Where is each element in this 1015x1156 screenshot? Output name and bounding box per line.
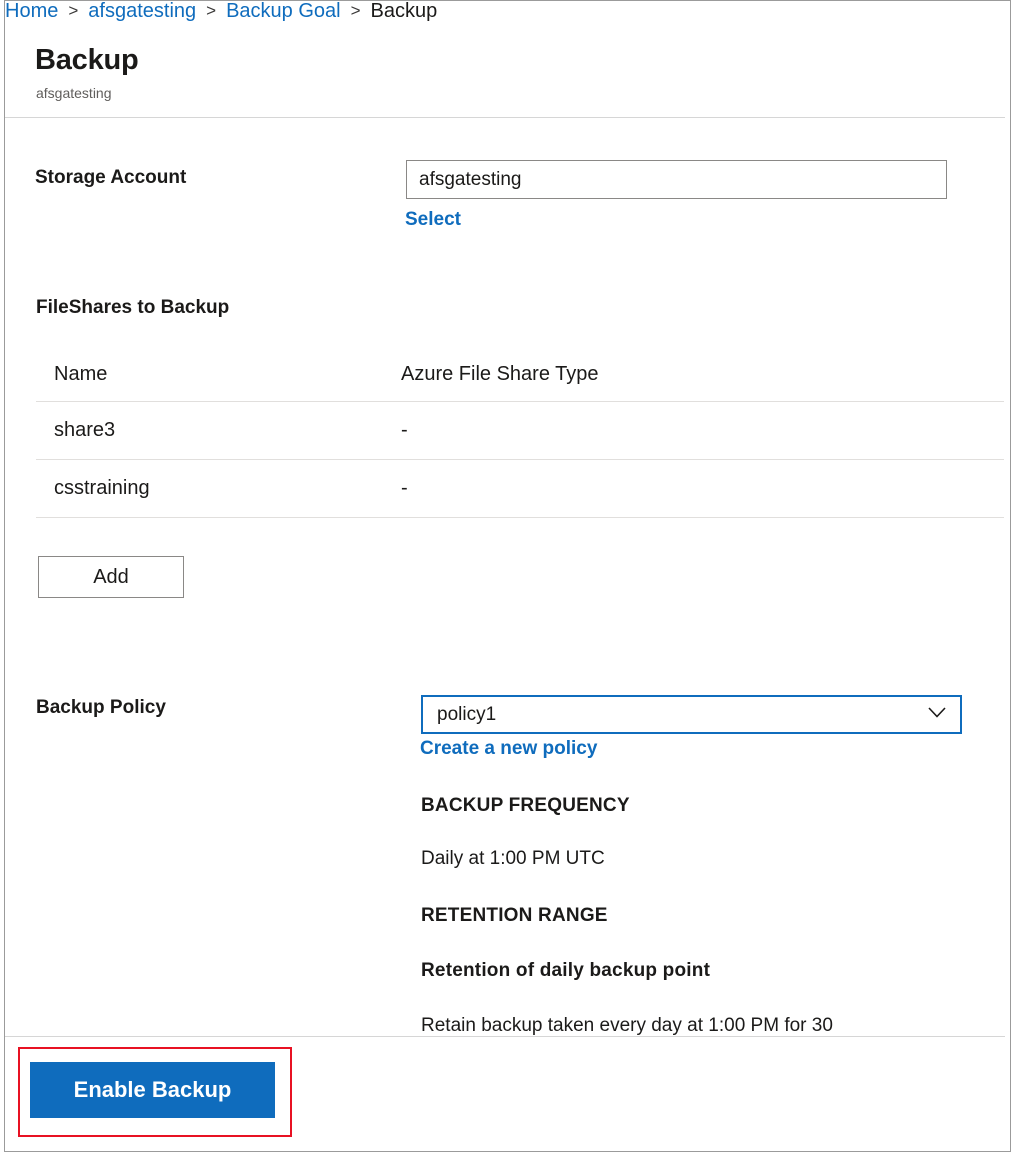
breadcrumb-separator-2: > <box>206 1 217 20</box>
blade-content <box>5 119 1005 1035</box>
breadcrumb <box>5 0 437 26</box>
cell-share-name: csstraining <box>54 477 150 499</box>
fileshares-table <box>36 347 1004 518</box>
breadcrumb-separator-3: > <box>350 1 361 20</box>
backup-policy-dropdown[interactable] <box>421 695 962 734</box>
retention-daily-subheading: Retention of daily backup point <box>421 960 711 981</box>
storage-account-input[interactable] <box>406 160 947 199</box>
backup-policy-label: Backup Policy <box>36 697 166 718</box>
retention-range-heading: RETENTION RANGE <box>421 905 608 926</box>
enable-backup-button[interactable]: Enable Backup <box>30 1062 275 1118</box>
backup-frequency-value: Daily at 1:00 PM UTC <box>421 848 605 869</box>
cell-share-type: - <box>401 419 408 441</box>
breadcrumb-item-home[interactable]: Home <box>5 0 59 22</box>
table-header-row <box>36 347 1004 402</box>
add-fileshare-button[interactable]: Add <box>38 556 184 598</box>
breadcrumb-item-backup: Backup <box>370 0 438 22</box>
column-header-type: Azure File Share Type <box>401 362 599 385</box>
storage-account-label: Storage Account <box>35 167 187 188</box>
breadcrumb-item-afsgatesting[interactable]: afsgatesting <box>88 0 197 22</box>
breadcrumb-item-backup-goal[interactable]: Backup Goal <box>226 0 341 22</box>
column-header-name: Name <box>54 362 108 385</box>
fileshares-label: FileShares to Backup <box>36 297 230 318</box>
backup-policy-select[interactable] <box>421 695 962 734</box>
breadcrumb-separator-1: > <box>68 1 79 20</box>
create-new-policy-link[interactable]: Create a new policy <box>420 738 598 759</box>
page-title: Backup <box>35 44 139 76</box>
cell-share-name: share3 <box>54 419 116 441</box>
table-row[interactable] <box>36 402 1004 460</box>
table-row[interactable] <box>36 460 1004 518</box>
page-header <box>5 30 1005 118</box>
select-storage-account-link[interactable]: Select <box>405 209 461 230</box>
backup-frequency-heading: BACKUP FREQUENCY <box>421 795 630 816</box>
retention-daily-value: Retain backup taken every day at 1:00 PM for 30 <box>421 1015 833 1035</box>
page-subtitle: afsgatesting <box>36 85 112 101</box>
cell-share-type: - <box>401 477 408 499</box>
